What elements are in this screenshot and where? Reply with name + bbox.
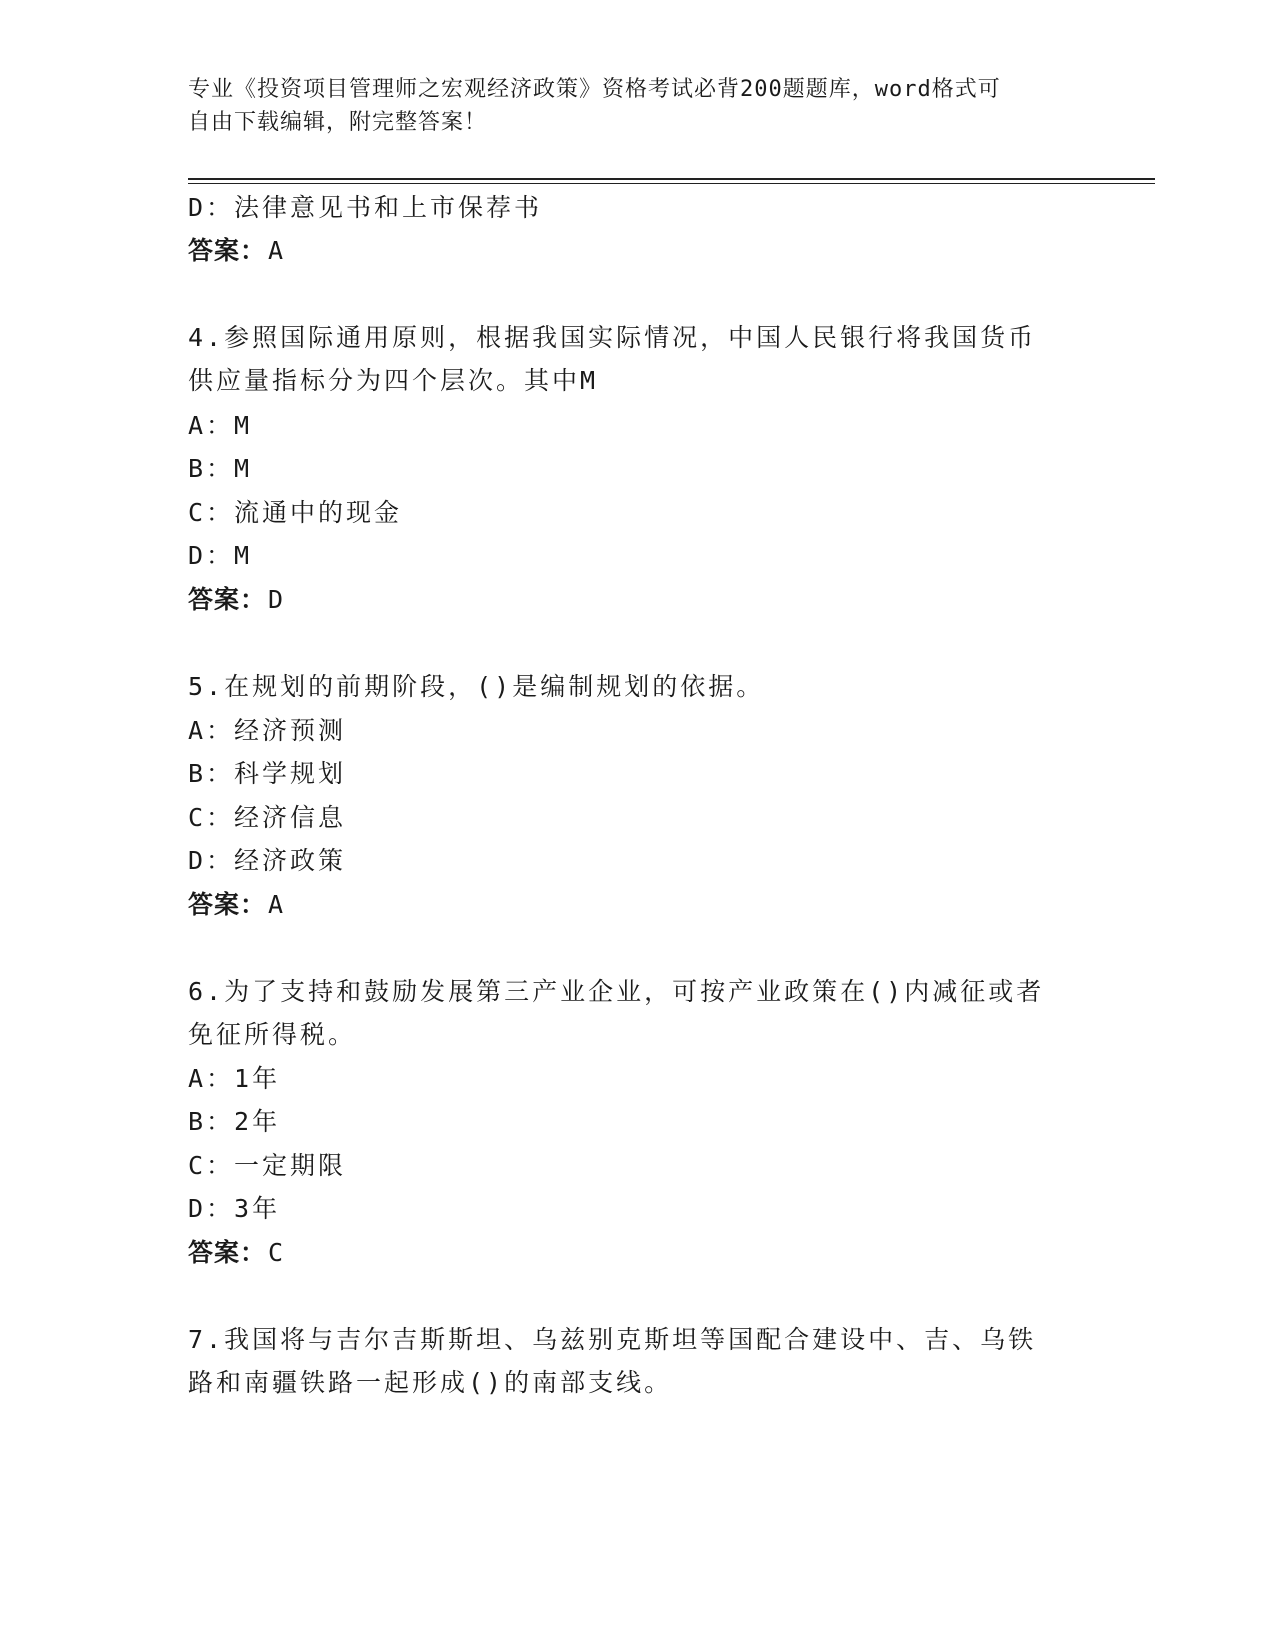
q4-stem-line-2: 供应量指标分为四个层次。其中M: [188, 366, 599, 395]
q4-stem-line-1: 4.参照国际通用原则，根据我国实际情况，中国人民银行将我国货币: [188, 323, 1037, 352]
header-line-2: 自由下载编辑，附完整答案！: [188, 110, 488, 135]
document-header: [188, 73, 1068, 139]
answer-label: 答案：: [188, 585, 267, 614]
header-divider-thin: [188, 183, 1155, 184]
q4-option-d: D：M: [188, 541, 253, 570]
q4-option-b: B：M: [188, 454, 253, 483]
q6-option-c: C：一定期限: [188, 1151, 347, 1180]
q5-option-a: A：经济预测: [188, 716, 347, 745]
q4-answer: [188, 583, 1088, 617]
q6-option-d: D：3年: [188, 1194, 281, 1223]
q5-answer: [188, 888, 1088, 922]
q6-stem-line-1: 6.为了支持和鼓励发展第三产业企业，可按产业政策在()内减征或者: [188, 977, 1045, 1006]
q3-answer: [188, 234, 1088, 268]
q6-option-a: A：1年: [188, 1064, 281, 1093]
answer-label: 答案：: [188, 890, 267, 919]
q6-answer: [188, 1236, 1088, 1270]
answer-value: A: [268, 890, 285, 919]
q4-option-c: C：流通中的现金: [188, 498, 403, 527]
q7-stem-line-2: 路和南疆铁路一起形成()的南部支线。: [188, 1368, 673, 1397]
answer-value: C: [268, 1238, 285, 1267]
q4-option-a: A：M: [188, 411, 253, 440]
q6-stem-line-2: 免征所得税。: [188, 1020, 357, 1049]
answer-label: 答案：: [188, 1238, 267, 1267]
q3-option-d: D：法律意见书和上市保荐书: [188, 193, 543, 222]
header-divider-thick: [188, 178, 1155, 180]
answer-value: A: [268, 236, 285, 265]
q5-option-c: C：经济信息: [188, 803, 347, 832]
q5-stem-line-1: 5.在规划的前期阶段，()是编制规划的依据。: [188, 672, 765, 701]
header-line-1: 专业《投资项目管理师之宏观经济政策》资格考试必背200题题库，word格式可: [188, 77, 1001, 102]
q5-option-d: D：经济政策: [188, 846, 347, 875]
q6-option-b: B：2年: [188, 1107, 281, 1136]
q5-option-b: B：科学规划: [188, 759, 347, 788]
answer-value: D: [268, 585, 285, 614]
answer-label: 答案：: [188, 236, 267, 265]
q7-stem-line-1: 7.我国将与吉尔吉斯斯坦、乌兹别克斯坦等国配合建设中、吉、乌铁: [188, 1325, 1037, 1354]
